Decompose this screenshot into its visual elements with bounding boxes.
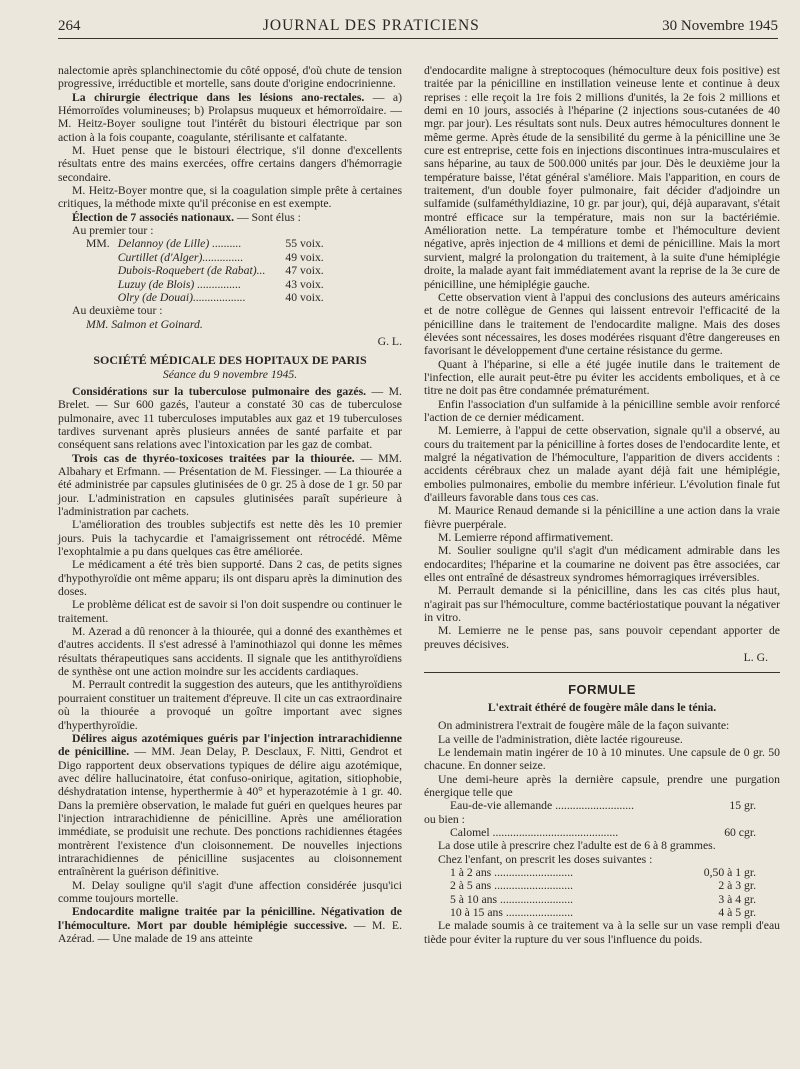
paragraph: Quant à l'héparine, si elle a été jugée inutile dans le traitement de l'infection, elle aurait peut-être pu éviter les accidents emboliques, et à ce titre ne doit pas être condamnée prématurément. xyxy=(424,357,780,398)
candidate-name: Dubois-Roquebert (de Rabat)... xyxy=(117,264,266,278)
paragraph-text: — M. E. Azérad. — Une malade de 19 ans atteinte xyxy=(58,918,402,945)
right-column xyxy=(424,64,780,946)
votes-table xyxy=(86,237,324,304)
recipe-item: Calomel ........................................... xyxy=(450,825,619,839)
issue-date: 30 Novembre 1945 xyxy=(662,17,778,34)
paragraph xyxy=(58,385,402,452)
dose-row xyxy=(424,893,780,906)
society-title: SOCIÉTÉ MÉDICALE DES HOPITAUX DE PARIS xyxy=(93,353,367,368)
paragraph xyxy=(58,91,402,144)
section-heading: Élection de 7 associés nationaux. xyxy=(72,210,235,224)
paragraph-text: — M. Brelet. — Sur 600 gazés, l'auteur a constaté 30 cas de tuberculose pulmonaire, avec 11 tuberculoses imputables aux gaz et 19 tuberculoses tardives survenant après plusieurs années de santé parfaite et par conséquent sans relations avec l'intoxication par les gaz de combat. xyxy=(58,384,402,452)
dose-amount: 3 à 4 gr. xyxy=(718,892,756,906)
dose-age: 5 à 10 ans ......................... xyxy=(450,892,574,906)
signature: L. G. xyxy=(743,651,768,665)
page-number: 264 xyxy=(58,17,81,34)
section-heading: Considérations sur la tuberculose pulmonaire des gazés. xyxy=(72,384,367,398)
paragraph: M. Delay souligne qu'il s'agit d'une affection considérée jusqu'ici comme toujours mortelle. xyxy=(58,878,402,905)
seance-date: Séance du 9 novembre 1945. xyxy=(162,367,298,381)
paragraph: La dose utile à prescrire chez l'adulte est de 6 à 8 grammes. xyxy=(438,839,716,853)
paragraph-text: — Sont élus : xyxy=(234,210,301,224)
recipe-amount: 60 cgr. xyxy=(724,825,756,839)
paragraph-text: — a) Hémorroïdes volumineuses; b) Prolapsus muqueux et hémorroïdaire. — M. Heitz-Boyer souligne tout l'intérêt du bistouri électrique par son action à la fois coupante, coagulante, stérilisante et calfatante. xyxy=(58,90,402,144)
paragraph: M. Perrault demande si la pénicilline, dans les cas cités plus haut, n'agirait pas sur l'hémoculture, comme bactériostatique pouvant la négativer in vitro. xyxy=(424,584,780,625)
second-round-names: MM. Salmon et Goinard. xyxy=(86,317,203,331)
paragraph: Enfin l'association d'un sulfamide à la pénicilline semble avoir renforcé l'action de ce dernier médicament. xyxy=(424,397,780,424)
paragraph: L'amélioration des troubles subjectifs est nette dès les 10 premier jours. Puis la tachycardie et l'amaigrissement ont rétrocédé. Même l'exophtalmie a pu dans quelques cas être améliorée. xyxy=(58,518,402,559)
paragraph xyxy=(58,211,402,224)
candidate-name: Curtillet (d'Alger).............. xyxy=(117,250,244,264)
recipe-item: Eau-de-vie allemande ........................... xyxy=(450,799,635,813)
paragraph-text: — MM. Jean Delay, P. Desclaux, F. Nitti, Gendrot et Digo rapportent deux observations typiques de délire aigu azotémique, avec délire hallucinatoire, état confuso-onirique, agitation, sitiophobie, déshydratation intense, hyperthermie à 40° et hyperazotémie à 1 gr. 40. Dans la première observation, le malade fut guéri en quelques heures par l'injection intrarachidienne de pénicilline. Après une amélioration immédiate, se produisit une rechute. Des ponctions rachidiennes étagées montrèrent l'existence d'un cloisonnement. De nouvelles injections intrarachidiennes de pénicilline susjacentes au cloisonnement entraînèrent la guérison définitive. xyxy=(58,745,402,879)
dose-age: 1 à 2 ans ........................... xyxy=(450,865,574,879)
candidate-name: Delannoy (de Lille) .......... xyxy=(117,237,242,251)
paragraph: M. Lemierre, à l'appui de cette observation, signale qu'il a observé, au cours du traitement par la pénicilline à fortes doses de l'endocardite lente, et malgré la négativation de l'hémoculture, l'apparition de divers accidents : accidents cérébraux chez un malade ayant déjà fait une hémiplégie, embolies pulmonaires, embolie du membre inférieur. L'évolution finale fut d'ailleurs favorable dans tous ces cas. xyxy=(424,424,780,504)
left-column xyxy=(58,64,402,945)
vote-count: 43 voix. xyxy=(285,277,324,291)
paragraph: Le problème délicat est de savoir si l'on doit suspendre ou continuer le traitement. xyxy=(58,598,402,625)
paragraph: Une demi-heure après la dernière capsule, prendre une purgation énergique telle que xyxy=(424,772,780,799)
paragraph: M. Huet pense que le bistouri électrique, s'il donne d'excellents résultats entre des mains exercées, offre certains dangers d'hémorragie secondaire. xyxy=(58,144,402,184)
vote-count: 55 voix. xyxy=(285,237,324,251)
paragraph xyxy=(58,905,402,945)
paragraph: nalectomie après splanchinectomie du côté opposé, d'où chute de tension progressive, irréductible et mortelle, sans doute d'origine endocrinienne. xyxy=(58,64,402,91)
vote-count: 49 voix. xyxy=(285,250,324,264)
dose-row xyxy=(424,906,780,919)
paragraph xyxy=(58,452,402,519)
first-round-label: Au premier tour : xyxy=(72,224,154,238)
section-divider xyxy=(424,672,780,673)
mm-label: MM. xyxy=(86,237,110,251)
paragraph: La veille de l'administration, diète lactée rigoureuse. xyxy=(438,732,683,746)
candidate-name: Luzuy (de Blois) ............... xyxy=(117,277,242,291)
table-row xyxy=(86,278,324,291)
table-row xyxy=(86,251,324,264)
dose-amount: 4 à 5 gr. xyxy=(718,905,756,919)
paragraph: Le médicament a été très bien supporté. Dans 2 cas, de petits signes d'hypothyroïdie ont même apparu; ils ont disparu après la diminution des doses. xyxy=(58,558,402,599)
formule-heading: FORMULE xyxy=(568,682,636,698)
journal-title: JOURNAL DES PRATICIENS xyxy=(262,17,480,34)
vote-count: 40 voix. xyxy=(285,290,324,304)
table-row xyxy=(86,264,324,277)
paragraph: Le malade soumis à ce traitement va à la selle sur un vase rempli d'eau tiède pour éviter la rupture du ver sous l'influence du poids. xyxy=(424,919,780,946)
dose-row xyxy=(424,879,780,892)
section-heading: Endocardite maligne traitée par la pénicilline. Négativation de l'hémoculture. Mort par double hémiplégie successive. xyxy=(58,905,402,932)
paragraph-text: — MM. Albahary et Erfmann. — Présentation de M. Fiessinger. — La thiourée a été administrée par capsules glutinisées de 0 gr. 25 à dose de 1 gr. 50 par jour. L'administration en capsules glutinisées paraît supérieure à l'administration par cachets. xyxy=(58,451,402,518)
paragraph: Chez l'enfant, on prescrit les doses suivantes : xyxy=(438,852,653,866)
section-heading: Trois cas de thyréo-toxicoses traitées par la thiourée. xyxy=(72,451,355,465)
paragraph: d'endocardite maligne à streptocoques (hémoculture deux fois positive) est traitée par la pénicilline en instillation veineuse lente et continue à deux reprises : elle reçoit la 1re fois 2 millions d'unités, la 2e fois 2 millions et demi en 10 jours, associés à l'héparine (2 injections sous-cutanées de 40 mgr. par jour). Les résultats sont nuls. Deux autres hémocultures donnent le même germe. Après étude de la sensibilité du germe à la pénicilline une 3e cure est entreprise, cette fois en injections discontinues intra-musculaires et sans héparine, au taux de 500.000 unités par jour. Dès le deuxième jour la température baisse, l'état général s'améliore. Mais l'apparition, en cours de traitement, d'un double foyer pulmonaire, fait décider d'adjoindre un sulfamide (sulfaméthyldiazine, 10 gr. par jour), qui, déjà auparavant, s'était montré efficace sur la température, mais non sur la bactériémie. Amélioration nette. La température tombe et l'hémoculture devient négative, après injection de 4 millions et demi de pénicilline. Mais la mort survient, malgré la prolongation du traitement, à la suite d'une hémiplégie droite, la malade ayant fait immédiatement avant la reprise de la 3e cure de pénicilline, une hémiplégie gauche. xyxy=(424,64,780,291)
signature: G. L. xyxy=(377,334,402,348)
vote-count: 47 voix. xyxy=(285,264,324,278)
table-row xyxy=(86,291,324,304)
dose-age: 2 à 5 ans ........................... xyxy=(450,879,574,893)
paragraph: On administrera l'extrait de fougère mâle de la façon suivante: xyxy=(438,719,730,733)
paragraph: M. Soulier souligne qu'il s'agit d'un médicament admirable dans les endocardites; l'héparine et la coumarine ne doivent pas être associées, car elles ont entraîné de désastreux syndromes hémorragiques irréversibles. xyxy=(424,544,780,585)
paragraph: Le lendemain matin ingérer de 10 à 10 minutes. Une capsule de 0 gr. 50 chacune. En donner seize. xyxy=(424,745,780,773)
dose-age: 10 à 15 ans ....................... xyxy=(450,905,574,919)
paragraph: M. Lemierre répond affirmativement. xyxy=(438,531,614,545)
page-header xyxy=(58,14,778,39)
dose-row xyxy=(424,866,780,879)
paragraph: M. Maurice Renaud demande si la pénicilline a une action dans la vraie fièvre puerpérale. xyxy=(424,504,780,531)
alternative-label: ou bien : xyxy=(424,812,465,826)
recipe-row xyxy=(424,826,780,839)
paragraph: M. Heitz-Boyer montre que, si la coagulation simple prête à certaines critiques, la méthode mixte qu'il préconise en est exempte. xyxy=(58,184,402,211)
section-heading: Délires aigus azotémiques guéris par l'injection intrarachidienne de pénicilline. xyxy=(58,731,402,759)
dose-amount: 0,50 à 1 gr. xyxy=(703,865,756,879)
paragraph: Cette observation vient à l'appui des conclusions des auteurs américains et de notre collègue de Gennes qui laissent entrevoir l'efficacité de la pénicilline dans le traitement de l'endocardite maligne. Mais des doses élevées sont nécessaires, les doses modérées risquant d'être dangereuses en favorisant le développement d'une certaine résistance du germe. xyxy=(424,290,780,358)
second-round-label: Au deuxième tour : xyxy=(72,304,163,318)
paragraph: M. Perrault contredit la suggestion des auteurs, que les antithyroïdiens pourraient constituer un traitement d'épreuve. Il cite un cas extraordinaire où la thiourée a provoqué un goître important avec signes d'hyperthyroïdie. xyxy=(58,678,402,732)
dose-amount: 2 à 3 gr. xyxy=(718,879,756,893)
recipe-row xyxy=(424,799,780,812)
formule-subheading: L'extrait éthéré de fougère mâle dans le ténia. xyxy=(487,700,717,714)
candidate-name: Olry (de Douai).................. xyxy=(117,290,246,304)
paragraph: M. Azerad a dû renoncer à la thiourée, qui a donné des exanthèmes et d'autres accidents. Il s'est adressé à l'aminothiazol qui donne les mêmes résultats thérapeutiques sans accidents. Il signale que les antithyroïdiens de synthèse ont une action moindre sur les accidents cardiaques. xyxy=(58,625,402,679)
paragraph: M. Lemierre ne le pense pas, sans pouvoir cependant apporter de preuves décisives. xyxy=(424,624,780,651)
recipe-amount: 15 gr. xyxy=(729,799,756,813)
table-row xyxy=(86,237,324,250)
paragraph xyxy=(58,732,402,879)
section-heading: La chirurgie électrique dans les lésions ano-rectales. xyxy=(72,90,365,104)
